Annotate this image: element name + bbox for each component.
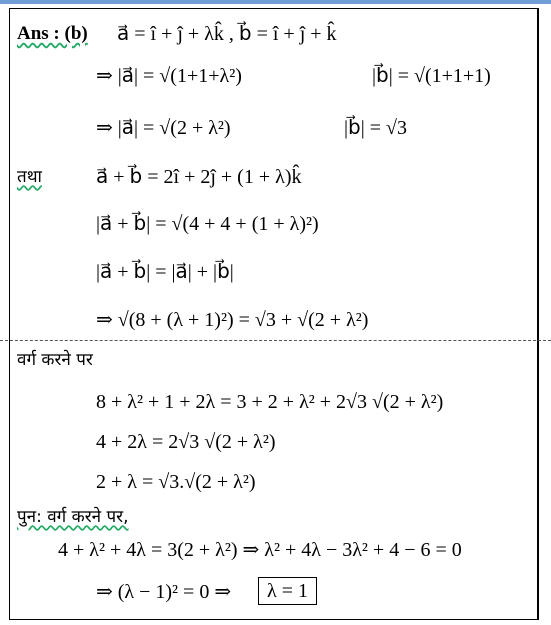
frame-right-rule <box>538 8 539 620</box>
magnitude-b-step2: |b⃗| = √3 <box>344 117 407 139</box>
equation-6: ⇒ (λ − 1)² = 0 ⇒ <box>96 581 232 603</box>
vector-sum: a⃗ + b⃗ = 2î + 2ĵ + (1 + λ)k̂ <box>96 166 302 188</box>
tatha-label: तथा <box>17 167 42 187</box>
answer-label: Ans : (b) <box>17 23 88 44</box>
equation-1: ⇒ √(8 + (λ + 1)²) = √3 + √(2 + λ²) <box>96 309 369 331</box>
magnitude-b-step1: |b⃗| = √(1+1+1) <box>372 65 491 87</box>
equation-5: 4 + λ² + 4λ = 3(2 + λ²) ⇒ λ² + 4λ − 3λ² + 4 − 6 = 0 <box>58 539 462 561</box>
page-break-line <box>0 340 551 341</box>
vector-definition: a⃗ = î + ĵ + λk̂ , b⃗ = î + ĵ + k̂ <box>117 23 337 45</box>
sum-condition: |a⃗ + b⃗| = |a⃗| + |b⃗| <box>96 261 234 283</box>
equation-3: 4 + 2λ = 2√3 √(2 + λ²) <box>96 431 276 453</box>
squaring-note-1: वर्ग करने पर <box>17 350 93 370</box>
window-top-accent <box>0 0 551 4</box>
vector-sum-magnitude: |a⃗ + b⃗| = √(4 + 4 + (1 + λ)²) <box>96 213 319 235</box>
magnitude-a-step1: ⇒ |a⃗| = √(1+1+λ²) <box>96 65 242 87</box>
final-answer-box: λ = 1 <box>258 577 317 605</box>
equation-4: 2 + λ = √3.√(2 + λ²) <box>96 471 256 493</box>
equation-2: 8 + λ² + 1 + 2λ = 3 + 2 + λ² + 2√3 √(2 + λ²) <box>96 391 444 413</box>
squaring-note-2: पुन: वर्ग करने पर, <box>17 507 129 527</box>
magnitude-a-step2: ⇒ |a⃗| = √(2 + λ²) <box>96 117 231 139</box>
